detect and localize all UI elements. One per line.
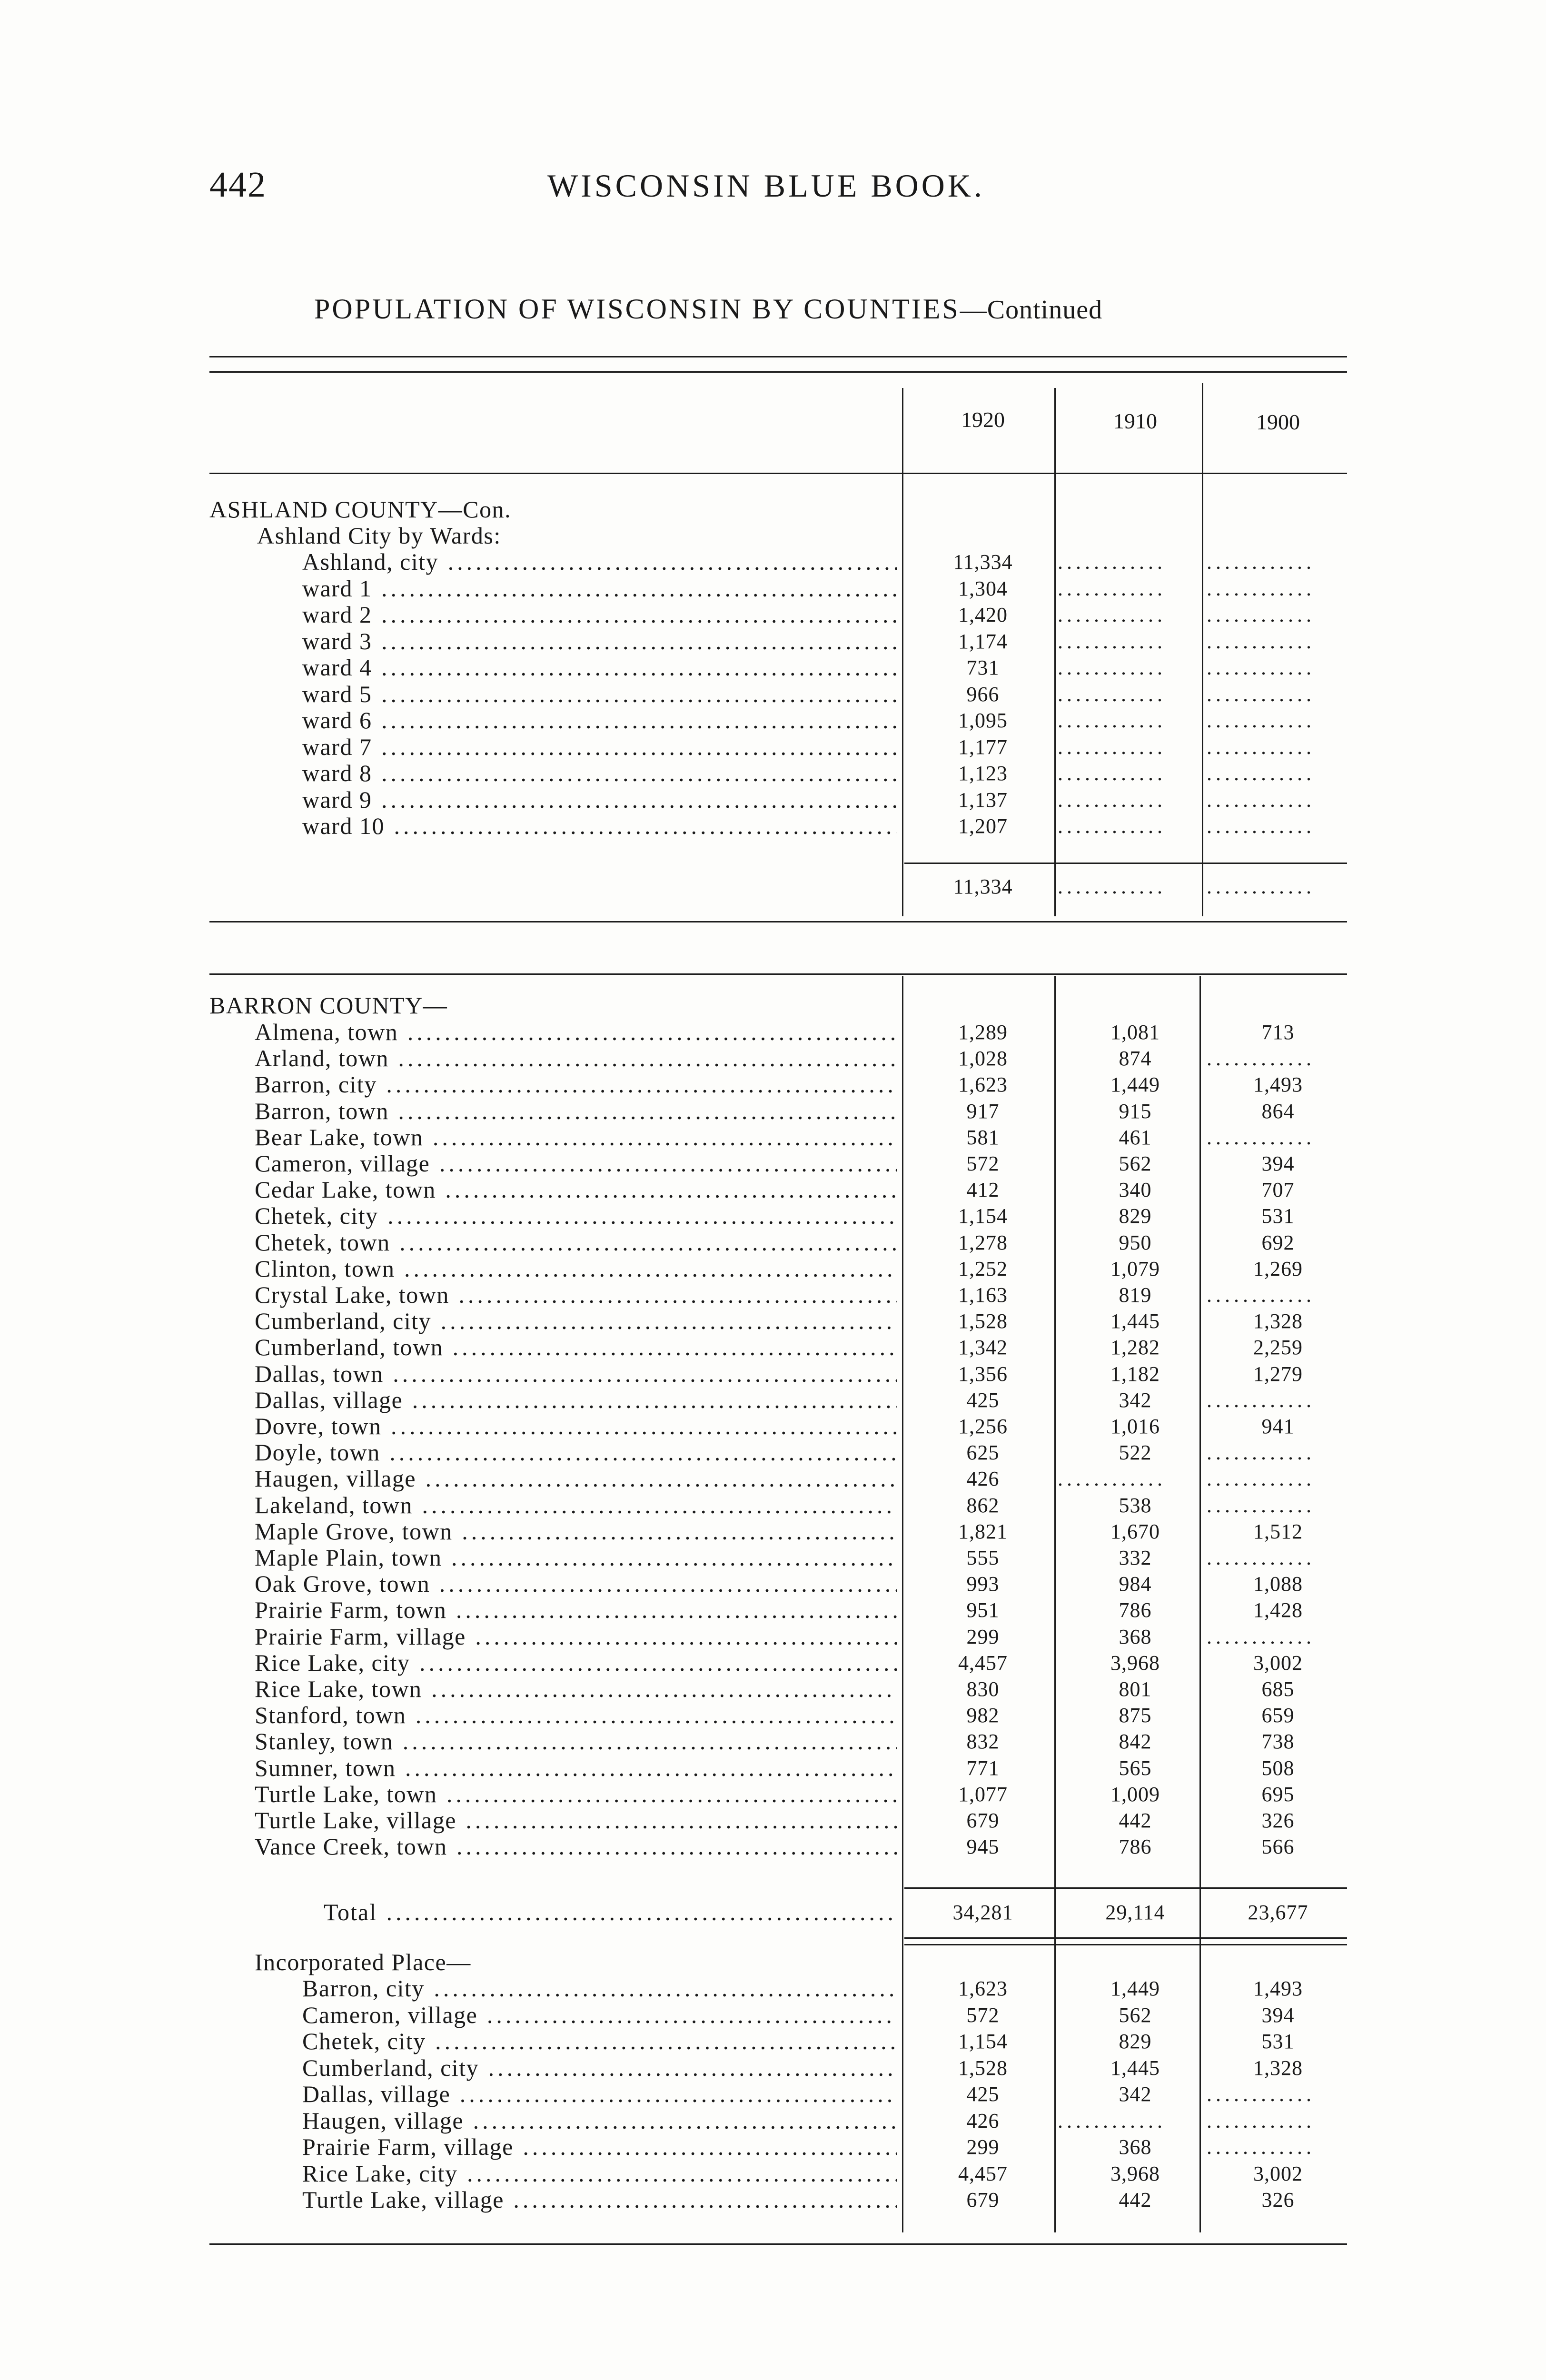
total-label: Total .....: [324, 1899, 897, 1925]
row-label: Prairie Farm, town .....: [255, 1597, 897, 1623]
row-label: Crystal Lake, town .....: [255, 1282, 897, 1308]
value-1920: 1,077: [958, 1782, 1008, 1806]
barron-total-bottom-rule-2: [904, 1944, 1347, 1945]
incorporated-row: [0, 2002, 1546, 2028]
value-1910: 29,114: [1105, 1901, 1165, 1924]
row-label: Prairie Farm, village .....: [255, 1624, 897, 1650]
value-1920: 1,356: [958, 1362, 1008, 1386]
value-1920: 1,289: [958, 1021, 1008, 1044]
value-1920: 1,154: [958, 1204, 1008, 1228]
value-1910: ............: [1058, 1467, 1166, 1491]
subheading: [0, 1949, 1546, 1975]
ward-row: [0, 760, 1546, 786]
row-label: Turtle Lake, village .....: [302, 2187, 897, 2213]
value-1900: ............: [1207, 2082, 1315, 2106]
value-1920: 1,821: [958, 1519, 1008, 1543]
town-row: [0, 1466, 1546, 1492]
row-label: Dallas, village .....: [302, 2081, 897, 2107]
row-label: Turtle Lake, village .....: [255, 1807, 897, 1834]
value-1900: 713: [1261, 1021, 1295, 1044]
value-1920: 425: [966, 2082, 1000, 2106]
town-row: [0, 1124, 1546, 1150]
value-1920: 4,457: [958, 1651, 1008, 1675]
value-1920: 1,252: [958, 1257, 1008, 1280]
value-1920: 1,163: [958, 1283, 1008, 1307]
row-label: Rice Lake, city .....: [302, 2161, 897, 2187]
value-1910: 1,445: [1110, 2056, 1160, 2080]
section-title: [314, 293, 1266, 326]
row-label: Oak Grove, town .....: [255, 1571, 897, 1597]
subheading-label: Incorporated Place—: [255, 1949, 471, 1975]
row-label: Dovre, town .....: [255, 1413, 897, 1439]
ward-row: [0, 734, 1546, 760]
value-1900: 707: [1261, 1178, 1295, 1202]
value-1910: 1,449: [1110, 1073, 1160, 1097]
value-1900: ............: [1207, 762, 1315, 785]
row-label: ward 5 .....: [302, 681, 897, 707]
row-label: Cumberland, city .....: [255, 1308, 897, 1334]
value-1900: ............: [1207, 1625, 1315, 1648]
row-label: ward 1 .....: [302, 575, 897, 602]
town-row: [0, 1150, 1546, 1177]
row-label: Stanley, town .....: [255, 1728, 897, 1755]
value-1910: 1,670: [1110, 1519, 1160, 1543]
row-label: ward 8 .....: [302, 760, 897, 786]
incorporated-row: [0, 2055, 1546, 2081]
town-row: [0, 1177, 1546, 1203]
town-row: [0, 1203, 1546, 1229]
value-1900: 1,328: [1253, 2056, 1303, 2080]
value-1920: 862: [966, 1493, 1000, 1517]
town-row: [0, 1361, 1546, 1387]
row-label: ward 10 .....: [302, 813, 897, 839]
incorporated-row: [0, 2161, 1546, 2187]
value-1900: 23,677: [1248, 1901, 1308, 1924]
town-row: [0, 1308, 1546, 1334]
value-1920: 917: [966, 1099, 1000, 1123]
value-1910: 3,968: [1110, 2162, 1160, 2185]
row-label: Maple Plain, town .....: [255, 1545, 897, 1571]
town-row: [0, 1676, 1546, 1702]
incorporated-row: [0, 1975, 1546, 2002]
incorporated-row: [0, 2028, 1546, 2054]
value-1920: 1,137: [958, 788, 1008, 812]
value-1920: 982: [966, 1704, 1000, 1727]
value-1910: 562: [1119, 1152, 1152, 1175]
value-1920: 299: [966, 1625, 1000, 1648]
value-1910: 786: [1119, 1835, 1152, 1859]
value-1910: ............: [1058, 550, 1166, 574]
value-1910: 368: [1119, 2135, 1152, 2159]
row-label: Vance Creek, town .....: [255, 1834, 897, 1860]
value-1910: 842: [1119, 1730, 1152, 1754]
row-label: Chetek, town .....: [255, 1230, 897, 1256]
value-1920: 625: [966, 1441, 1000, 1465]
row-label: Ashland, city .....: [302, 549, 897, 575]
value-1910: 1,079: [1110, 1257, 1160, 1280]
incorporated-row: [0, 2081, 1546, 2107]
value-1900: 1,328: [1253, 1309, 1303, 1333]
town-row: [0, 1439, 1546, 1466]
value-1920: 966: [966, 682, 1000, 706]
value-1920: 1,623: [958, 1073, 1008, 1097]
ward-row: [0, 628, 1546, 654]
value-1920: 1,278: [958, 1230, 1008, 1254]
value-1910: 984: [1119, 1572, 1152, 1596]
value-1920: 1,028: [958, 1047, 1008, 1071]
top-rule-2: [209, 371, 1347, 373]
value-1910: 819: [1119, 1283, 1152, 1307]
value-1900: ............: [1207, 814, 1315, 838]
value-1920: 771: [966, 1756, 1000, 1780]
value-1910: 875: [1119, 1704, 1152, 1727]
value-1920: 993: [966, 1572, 1000, 1596]
ward-row: [0, 549, 1546, 575]
value-1900: ............: [1207, 656, 1315, 679]
value-1920: 1,420: [958, 603, 1008, 626]
value-1900: 394: [1261, 1152, 1295, 1175]
row-label: Cumberland, town .....: [255, 1334, 897, 1360]
town-row: [0, 1834, 1546, 1860]
subheading: [0, 523, 1546, 549]
town-row: [0, 1545, 1546, 1571]
value-1900: ............: [1207, 788, 1315, 812]
value-1900: ............: [1207, 2135, 1315, 2159]
row-label: Cameron, village .....: [302, 2002, 897, 2028]
row-label: Turtle Lake, town .....: [255, 1781, 897, 1807]
value-1900: 326: [1261, 1809, 1295, 1832]
value-1900: 1,269: [1253, 1257, 1303, 1280]
town-row: [0, 1518, 1546, 1545]
value-1910: ............: [1058, 788, 1166, 812]
row-label: Sumner, town .....: [255, 1755, 897, 1781]
row-label: ward 7 .....: [302, 734, 897, 760]
value-1900: 1,428: [1253, 1598, 1303, 1622]
value-1920: 572: [966, 1152, 1000, 1175]
page-number: 442: [209, 165, 267, 205]
value-1910: 442: [1119, 1809, 1152, 1832]
value-1910: 829: [1119, 1204, 1152, 1228]
value-1920: 830: [966, 1677, 1000, 1701]
ward-row: [0, 813, 1546, 839]
value-1920: 679: [966, 2188, 1000, 2211]
value-1910: 1,016: [1110, 1415, 1160, 1438]
value-1910: ............: [1058, 709, 1166, 732]
row-label: Dallas, village .....: [255, 1387, 897, 1413]
value-1910: ............: [1058, 576, 1166, 600]
row-label: Arland, town .....: [255, 1045, 897, 1071]
town-row: [0, 1019, 1546, 1045]
row-label: Lakeland, town .....: [255, 1492, 897, 1518]
value-1910: ............: [1058, 735, 1166, 759]
value-1910: 461: [1119, 1125, 1152, 1149]
town-row: [0, 1807, 1546, 1834]
total-row: [0, 1899, 1546, 1925]
value-1900: ............: [1207, 682, 1315, 706]
value-1910: ............: [1058, 682, 1166, 706]
ward-row: [0, 654, 1546, 681]
value-1910: 342: [1119, 2082, 1152, 2106]
town-row: [0, 1624, 1546, 1650]
town-row: [0, 1781, 1546, 1807]
value-1910: 874: [1119, 1047, 1152, 1071]
ward-row: [0, 787, 1546, 813]
county-heading: [0, 496, 1546, 523]
value-1900: 3,002: [1253, 2162, 1303, 2185]
row-label: Cedar Lake, town .....: [255, 1177, 897, 1203]
ashland-subtotal-rule: [904, 863, 1347, 864]
value-1920: 731: [966, 656, 1000, 679]
value-1910: 332: [1119, 1546, 1152, 1569]
value-1910: 342: [1119, 1388, 1152, 1412]
incorporated-row: [0, 2108, 1546, 2134]
value-1920: 679: [966, 1809, 1000, 1832]
town-row: [0, 1045, 1546, 1071]
value-1900: ............: [1207, 603, 1315, 626]
value-1900: ............: [1207, 875, 1315, 898]
value-1920: 555: [966, 1546, 1000, 1569]
value-1910: ............: [1058, 2109, 1166, 2132]
value-1900: 738: [1261, 1730, 1295, 1754]
town-row: [0, 1098, 1546, 1124]
value-1900: ............: [1207, 1546, 1315, 1569]
value-1910: 368: [1119, 1625, 1152, 1648]
value-1920: 1,207: [958, 814, 1008, 838]
column-header-1910: 1910: [1113, 409, 1157, 433]
value-1920: 426: [966, 2109, 1000, 2132]
value-1900: 864: [1261, 1099, 1295, 1123]
row-label: Haugen, village .....: [255, 1466, 897, 1492]
value-1900: 941: [1261, 1415, 1295, 1438]
value-1900: 2,259: [1253, 1336, 1303, 1359]
value-1910: 1,009: [1110, 1782, 1160, 1806]
value-1920: 1,528: [958, 1309, 1008, 1333]
row-label: ward 2 .....: [302, 602, 897, 628]
value-1900: ............: [1207, 735, 1315, 759]
value-1900: 508: [1261, 1756, 1295, 1780]
row-label: Prairie Farm, village .....: [302, 2134, 897, 2160]
row-label: Bear Lake, town .....: [255, 1124, 897, 1150]
row-label: Chetek, city .....: [302, 2028, 897, 2054]
value-1910: ............: [1058, 656, 1166, 679]
row-label: Doyle, town .....: [255, 1439, 897, 1466]
value-1920: 1,623: [958, 1977, 1008, 2000]
value-1920: 581: [966, 1125, 1000, 1149]
row-label: ward 6 .....: [302, 707, 897, 734]
barron-total-bottom-rule: [904, 1937, 1347, 1939]
town-row: [0, 1597, 1546, 1623]
book-title: WISCONSIN BLUE BOOK.: [547, 168, 985, 204]
row-label: Almena, town .....: [255, 1019, 897, 1045]
value-1910: 950: [1119, 1230, 1152, 1254]
value-1910: ............: [1058, 875, 1166, 898]
value-1900: 394: [1261, 2003, 1295, 2027]
column-head-rule: [209, 473, 1347, 474]
town-row: [0, 1492, 1546, 1518]
value-1900: 1,493: [1253, 1977, 1303, 2000]
value-1910: 786: [1119, 1598, 1152, 1622]
section-title-main: POPULATION OF WISCONSIN BY COUNTIES: [314, 293, 960, 325]
value-1910: 1,445: [1110, 1309, 1160, 1333]
row-label: Rice Lake, town .....: [255, 1676, 897, 1702]
ward-row: [0, 707, 1546, 734]
value-1910: 442: [1119, 2188, 1152, 2211]
row-label: Clinton, town .....: [255, 1256, 897, 1282]
value-1900: 326: [1261, 2188, 1295, 2211]
value-1900: 531: [1261, 2030, 1295, 2053]
row-label: Barron, city .....: [302, 1975, 897, 2002]
row-label: ward 4 .....: [302, 654, 897, 681]
value-1920: 1,095: [958, 709, 1008, 732]
page-header: [209, 164, 1028, 206]
subheading-label: Ashland City by Wards:: [257, 523, 501, 549]
value-1900: 692: [1261, 1230, 1295, 1254]
value-1900: 659: [1261, 1704, 1295, 1727]
value-1900: ............: [1207, 550, 1315, 574]
row-label: Rice Lake, city .....: [255, 1650, 897, 1676]
ward-row: [0, 575, 1546, 602]
value-1910: 340: [1119, 1178, 1152, 1202]
value-1900: ............: [1207, 1493, 1315, 1517]
value-1920: 1,528: [958, 2056, 1008, 2080]
value-1920: 299: [966, 2135, 1000, 2159]
county-heading: [0, 992, 1546, 1019]
value-1910: ............: [1058, 603, 1166, 626]
value-1920: 11,334: [953, 550, 1013, 574]
value-1920: 1,123: [958, 762, 1008, 785]
value-1900: ............: [1207, 629, 1315, 653]
ward-row: [0, 602, 1546, 628]
value-1920: 832: [966, 1730, 1000, 1754]
town-row: [0, 1071, 1546, 1098]
column-header-1900: 1900: [1256, 410, 1300, 434]
value-1910: ............: [1058, 629, 1166, 653]
value-1920: 951: [966, 1598, 1000, 1622]
value-1910: 562: [1119, 2003, 1152, 2027]
value-1920: 1,304: [958, 576, 1008, 600]
value-1910: ............: [1058, 814, 1166, 838]
value-1920: 1,256: [958, 1415, 1008, 1438]
column-header-1920: 1920: [961, 407, 1005, 432]
value-1900: ............: [1207, 1125, 1315, 1149]
row-label: Stanford, town .....: [255, 1702, 897, 1728]
value-1900: 1,088: [1253, 1572, 1303, 1596]
row-label: Barron, town .....: [255, 1098, 897, 1124]
value-1910: 565: [1119, 1756, 1152, 1780]
value-1900: ............: [1207, 1047, 1315, 1071]
value-1920: 11,334: [953, 875, 1013, 898]
value-1910: 1,282: [1110, 1336, 1160, 1359]
value-1900: ............: [1207, 709, 1315, 732]
ward-row: [0, 681, 1546, 707]
row-label: ward 3 .....: [302, 628, 897, 654]
section-title-continued: —Continued: [960, 295, 1103, 325]
row-label: Dallas, town .....: [255, 1361, 897, 1387]
row-label: Cumberland, city .....: [302, 2055, 897, 2081]
value-1920: 1,154: [958, 2030, 1008, 2053]
value-1900: 685: [1261, 1677, 1295, 1701]
value-1910: 829: [1119, 2030, 1152, 2053]
value-1900: 3,002: [1253, 1651, 1303, 1675]
town-row: [0, 1282, 1546, 1308]
barron-top-rule: [209, 973, 1347, 975]
value-1920: 425: [966, 1388, 1000, 1412]
value-1910: 3,968: [1110, 1651, 1160, 1675]
barron-total-top-rule: [904, 1887, 1347, 1889]
town-row: [0, 1230, 1546, 1256]
row-label: Maple Grove, town .....: [255, 1518, 897, 1545]
town-row: [0, 1387, 1546, 1413]
value-1920: 426: [966, 1467, 1000, 1491]
value-1920: 945: [966, 1835, 1000, 1859]
town-row: [0, 1256, 1546, 1282]
value-1910: 522: [1119, 1441, 1152, 1465]
row-label: Haugen, village .....: [302, 2108, 897, 2134]
incorporated-row: [0, 2134, 1546, 2160]
value-1920: 34,281: [952, 1901, 1013, 1924]
bottom-rule: [209, 2243, 1347, 2245]
town-row: [0, 1334, 1546, 1360]
value-1900: ............: [1207, 1441, 1315, 1465]
town-row: [0, 1755, 1546, 1781]
value-1900: 531: [1261, 1204, 1295, 1228]
county-heading-label: ASHLAND COUNTY—Con.: [209, 496, 512, 523]
town-row: [0, 1571, 1546, 1597]
town-row: [0, 1413, 1546, 1439]
value-1910: 801: [1119, 1677, 1152, 1701]
value-1920: 412: [966, 1178, 1000, 1202]
row-label: Cameron, village .....: [255, 1150, 897, 1177]
row-label: Barron, city .....: [255, 1071, 897, 1098]
town-row: [0, 1702, 1546, 1728]
value-1920: 1,342: [958, 1336, 1008, 1359]
value-1900: ............: [1207, 1388, 1315, 1412]
value-1900: ............: [1207, 1467, 1315, 1491]
value-1920: 1,174: [958, 629, 1008, 653]
town-row: [0, 1650, 1546, 1676]
value-1900: ............: [1207, 2109, 1315, 2132]
value-1910: 915: [1119, 1099, 1152, 1123]
value-1900: 1,512: [1253, 1519, 1303, 1543]
ashland-end-rule: [209, 921, 1347, 922]
value-1920: 1,177: [958, 735, 1008, 759]
incorporated-row: [0, 2187, 1546, 2213]
value-1900: ............: [1207, 576, 1315, 600]
value-1910: 538: [1119, 1493, 1152, 1517]
value-1910: 1,182: [1110, 1362, 1160, 1386]
value-1900: 566: [1261, 1835, 1295, 1859]
value-1920: 4,457: [958, 2162, 1008, 2185]
value-1910: 1,449: [1110, 1977, 1160, 2000]
value-1910: 1,081: [1110, 1021, 1160, 1044]
value-1920: 572: [966, 2003, 1000, 2027]
row-label: ward 9 .....: [302, 787, 897, 813]
ashland-total-row: [0, 873, 1546, 900]
town-row: [0, 1728, 1546, 1755]
county-heading-label: BARRON COUNTY—: [209, 992, 448, 1019]
value-1900: ............: [1207, 1283, 1315, 1307]
top-rule: [209, 356, 1347, 357]
value-1900: 1,493: [1253, 1073, 1303, 1097]
row-label: Chetek, city .....: [255, 1203, 897, 1229]
value-1900: 695: [1261, 1782, 1295, 1806]
value-1900: 1,279: [1253, 1362, 1303, 1386]
value-1910: ............: [1058, 762, 1166, 785]
